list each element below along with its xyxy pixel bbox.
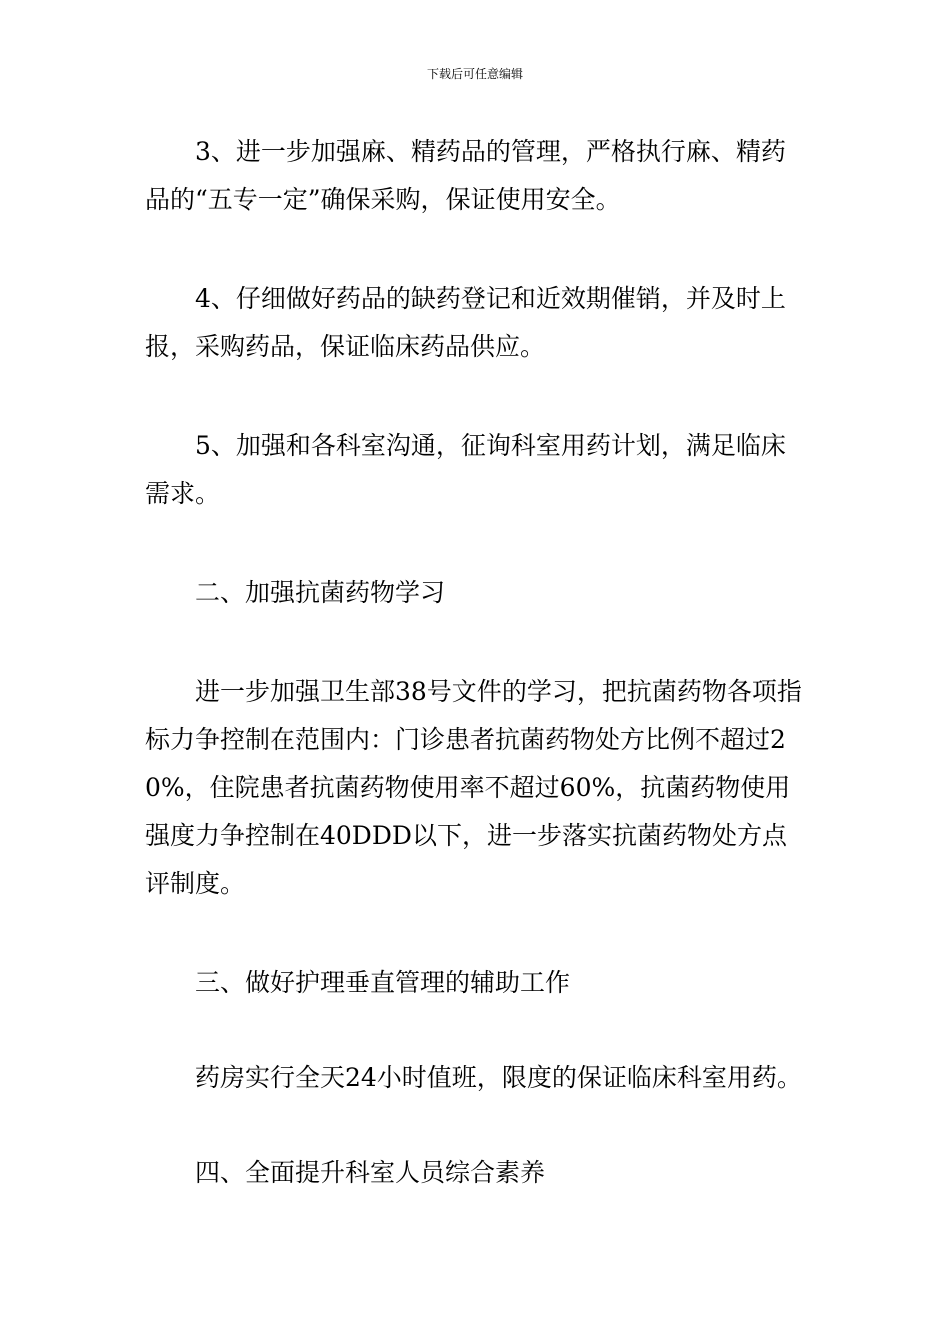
paragraph-item-4: 4、仔细做好药品的缺药登记和近效期催销，并及时上报，采购药品，保证临床药品供应。 [145,284,786,361]
section-heading-2: 二、加强抗菌药物学习 [195,578,446,607]
paragraph-item-5: 5、加强和各科室沟通，征询科室用药计划，满足临床需求。 [145,431,786,508]
section-heading-3: 三、做好护理垂直管理的辅助工作 [195,968,571,997]
document-body [145,128,810,1197]
section-heading-4: 四、全面提升科室人员综合素养 [195,1158,546,1187]
paragraph-antibiotics: 进一步加强卫生部38号文件的学习，把抗菌药物各项指标力争控制在范围内：门诊患者抗菌药物处方比例不超过20%，住院患者抗菌药物使用率不超过60%，抗菌药物使用强度力争控制在40DDD以下，进一步落实抗菌药物处方点评制度。 [145,677,802,898]
header-note: 下载后可任意编辑 [426,67,523,81]
paragraph-pharmacy-duty: 药房实行全天24小时值班，限度的保证临床科室用药。 [195,1063,802,1092]
paragraph-item-3: 3、进一步加强麻、精药品的管理，严格执行麻、精药品的“五专一定”确保采购，保证使用安全。 [145,137,786,214]
